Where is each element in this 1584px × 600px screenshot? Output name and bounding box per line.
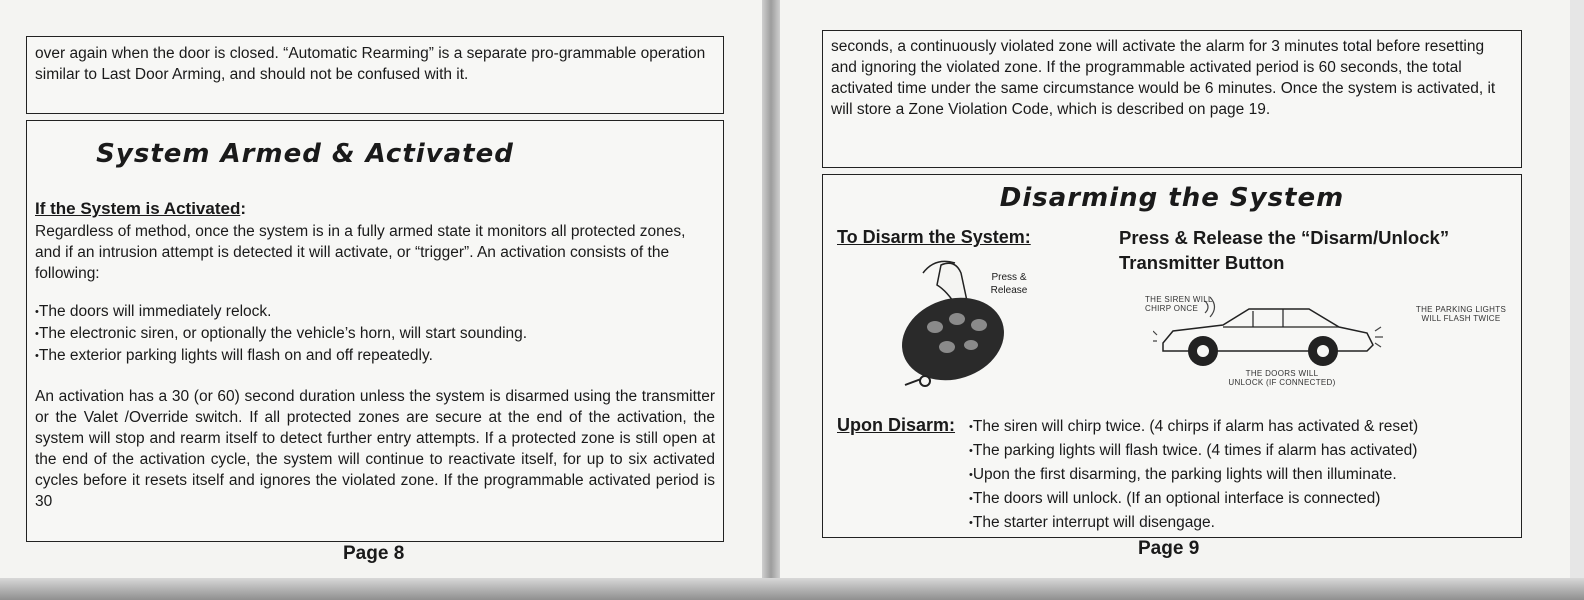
list-item: • The exterior parking lights will flash on and off repeatedly. <box>35 345 715 367</box>
upon-disarm-label: Upon Disarm: <box>837 415 956 435</box>
armed-activated-box <box>26 120 724 542</box>
closing-paragraph: An activation has a 30 (or 60) second duration unless the system is disarmed using the transmitter or the Valet /Override switch. If all protected zones are secure at the end of the activation, the system will stop and rearm itself to detect further entry attempts. If a protected zone is still open at the end of the activation cycle, the system will continue to reactivate itself, for up to six activated cycles before it resets itself and ignores the violated zone. If the programmable activated period is 30 <box>35 388 715 510</box>
page-number: Page 9 <box>1138 538 1200 559</box>
subheading-colon: : <box>240 199 246 218</box>
scan-edge <box>0 578 1584 600</box>
list-item: • The doors will unlock. (If an optional interface is connected) <box>969 487 1517 511</box>
list-item: • The electronic siren, or optionally the vehicle’s horn, will start sounding. <box>35 323 715 345</box>
lights-caption: THE PARKING LIGHTS WILL FLASH TWICE <box>1415 305 1507 323</box>
siren-caption: THE SIREN WILL CHIRP ONCE <box>1145 295 1213 313</box>
list-item: • The parking lights will flash twice. (4 times if alarm has activated) <box>969 439 1517 463</box>
subheading: If the System is Activated <box>35 199 241 218</box>
continuation-text: over again when the door is closed. “Automatic Rearming” is a separate pro-grammable operation similar to Last Door Arming, and should not be confused with it. <box>35 45 706 83</box>
intro-paragraph: Regardless of method, once the system is in a fully armed state it monitors all protected zones, and if an intrusion attempt is detected it will activate, or “trigger”. An activation consists of the following: <box>35 223 686 282</box>
list-item: • The doors will immediately relock. <box>35 301 715 323</box>
doors-caption: THE DOORS WILL UNLOCK (IF CONNECTED) <box>1228 369 1336 387</box>
page-8 <box>0 0 762 600</box>
disarming-box <box>822 174 1522 538</box>
disarm-results-list <box>969 415 1517 535</box>
list-item: • The starter interrupt will disengage. <box>969 511 1517 535</box>
press-release-caption: Press & Release <box>990 272 1028 296</box>
section-title: Disarming the System <box>999 183 1345 213</box>
activation-list <box>35 301 715 367</box>
list-item: • The siren will chirp twice. (4 chirps if alarm has activated & reset) <box>969 415 1517 439</box>
list-item: • Upon the first disarming, the parking lights will then illuminate. <box>969 463 1517 487</box>
disarm-instruction: Press & Release the “Disarm/Unlock” Transmitter Button <box>1119 227 1450 273</box>
page-number: Page 8 <box>343 543 405 564</box>
continuation-box <box>822 30 1522 168</box>
page-9 <box>780 0 1570 600</box>
to-disarm-label: To Disarm the System: <box>837 227 1031 247</box>
continuation-box <box>26 36 724 114</box>
section-title: System Armed & Activated <box>96 139 514 169</box>
continuation-text: seconds, a continuously violated zone will activate the alarm for 3 minutes total before resetting and ignoring the violated zone. If the programmable activated period is 60 seconds, the total activated time under the same circumstance would be 6 minutes. Once the system is activated, it will store a Zone Violation Code, which is described on page 19. <box>831 38 1496 118</box>
book-spine <box>762 0 780 600</box>
